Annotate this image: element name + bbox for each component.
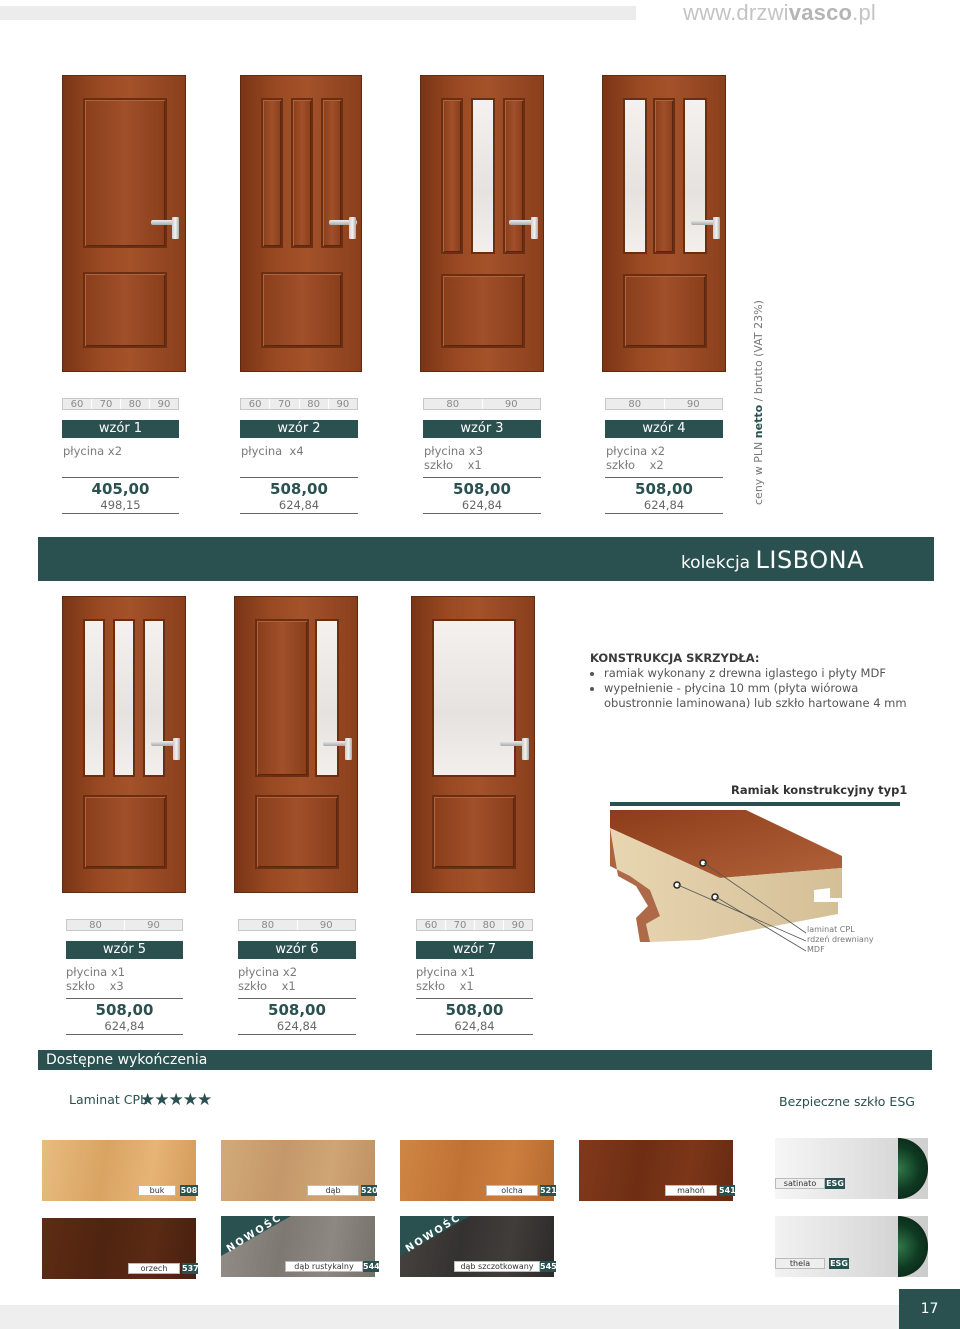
profile-legend: laminat CPL rdzeń drewniany MDF (807, 925, 874, 954)
swatch-satinato-glass[interactable]: satinato ESG (775, 1138, 928, 1199)
glass-label: Bezpieczne szkło ESG (779, 1094, 915, 1109)
laminate-label: Laminat CPL (69, 1092, 147, 1107)
model-price: 508,00 624,84 (66, 998, 183, 1035)
swatch-dab-rustykalny[interactable]: NOWOŚĆ dąb rustykalny 544 (221, 1216, 375, 1277)
website-url[interactable]: www.drzwivasco.pl (683, 0, 876, 25)
model-price: 508,00 624,84 (423, 477, 541, 514)
model-label: wzór 5 (66, 941, 183, 959)
swatch-dab-szczotkowany[interactable]: NOWOŚĆ dąb szczotkowany 545 (400, 1216, 554, 1277)
model-spec: płycina x2 szkło x2 (606, 444, 666, 472)
page-number: 17 (899, 1289, 960, 1329)
swatch-dab[interactable]: dąb 520 (221, 1140, 375, 1201)
model-label: wzór 7 (416, 941, 533, 959)
construction-description: KONSTRUKCJA SKRZYDŁA: • ramiak wykonany z drewna iglastego i płyty MDF • wypełnienie - płycina 10 mm (płyta wiórowa obustronnie laminowana) lub szkło hartowane 4 mm (590, 651, 920, 711)
model-spec: płycina x3 szkło x1 (424, 444, 484, 472)
size-options: 60 70 80 90 (416, 919, 533, 931)
door-model-5 (62, 596, 186, 893)
model-spec: płycina x2 szkło x1 (238, 965, 298, 993)
rating-stars-icon: ★★★★★ (140, 1090, 212, 1110)
swatch-mahon[interactable]: mahoń 541 (579, 1140, 733, 1201)
model-spec: płycina x2 (63, 444, 123, 458)
top-decor-bar (0, 6, 636, 20)
model-label: wzór 1 (62, 420, 179, 438)
finishes-heading: Dostępne wykończenia (38, 1050, 932, 1070)
model-price: 508,00 624,84 (240, 477, 358, 514)
new-badge: NOWOŚĆ (403, 1212, 464, 1255)
swatch-thela-glass[interactable]: thela ESG (775, 1216, 928, 1277)
model-spec: płycina x4 (241, 444, 304, 458)
swatch-olcha[interactable]: olcha 521 (400, 1140, 554, 1201)
swatch-orzech[interactable]: orzech 537 (42, 1218, 196, 1279)
new-badge: NOWOŚĆ (224, 1212, 285, 1255)
model-label: wzór 6 (238, 941, 356, 959)
vat-note: ceny w PLN netto / brutto (VAT 23%) (752, 300, 765, 505)
model-label: wzór 4 (605, 420, 723, 438)
model-label: wzór 3 (423, 420, 541, 438)
size-options: 80 90 (66, 919, 183, 931)
door-model-7 (411, 596, 535, 893)
door-model-6 (234, 596, 358, 893)
model-spec: płycina x1 szkło x3 (66, 965, 126, 993)
model-label: wzór 2 (240, 420, 358, 438)
size-options: 60 70 80 90 (240, 398, 358, 410)
door-model-3 (420, 75, 544, 372)
ramiak-title: Ramiak konstrukcyjny typ1 (731, 783, 908, 797)
collection-band (38, 537, 934, 581)
door-model-2 (240, 75, 362, 372)
bottom-decor-bar (0, 1305, 899, 1329)
legend-leader-lines (670, 855, 810, 955)
model-price: 508,00 624,84 (416, 998, 533, 1035)
model-price: 508,00 624,84 (605, 477, 723, 514)
size-options: 80 90 (238, 919, 356, 931)
swatch-buk[interactable]: buk 508 (42, 1140, 196, 1201)
model-spec: płycina x1 szkło x1 (416, 965, 476, 993)
door-model-4 (602, 75, 726, 372)
size-options: 80 90 (605, 398, 723, 410)
door-model-1 (62, 75, 186, 372)
size-options: 80 90 (423, 398, 541, 410)
model-price: 405,00 498,15 (62, 477, 179, 514)
collection-title: kolekcja LISBONA (680, 546, 864, 574)
model-price: 508,00 624,84 (238, 998, 356, 1035)
size-options: 60 70 80 90 (62, 398, 179, 410)
